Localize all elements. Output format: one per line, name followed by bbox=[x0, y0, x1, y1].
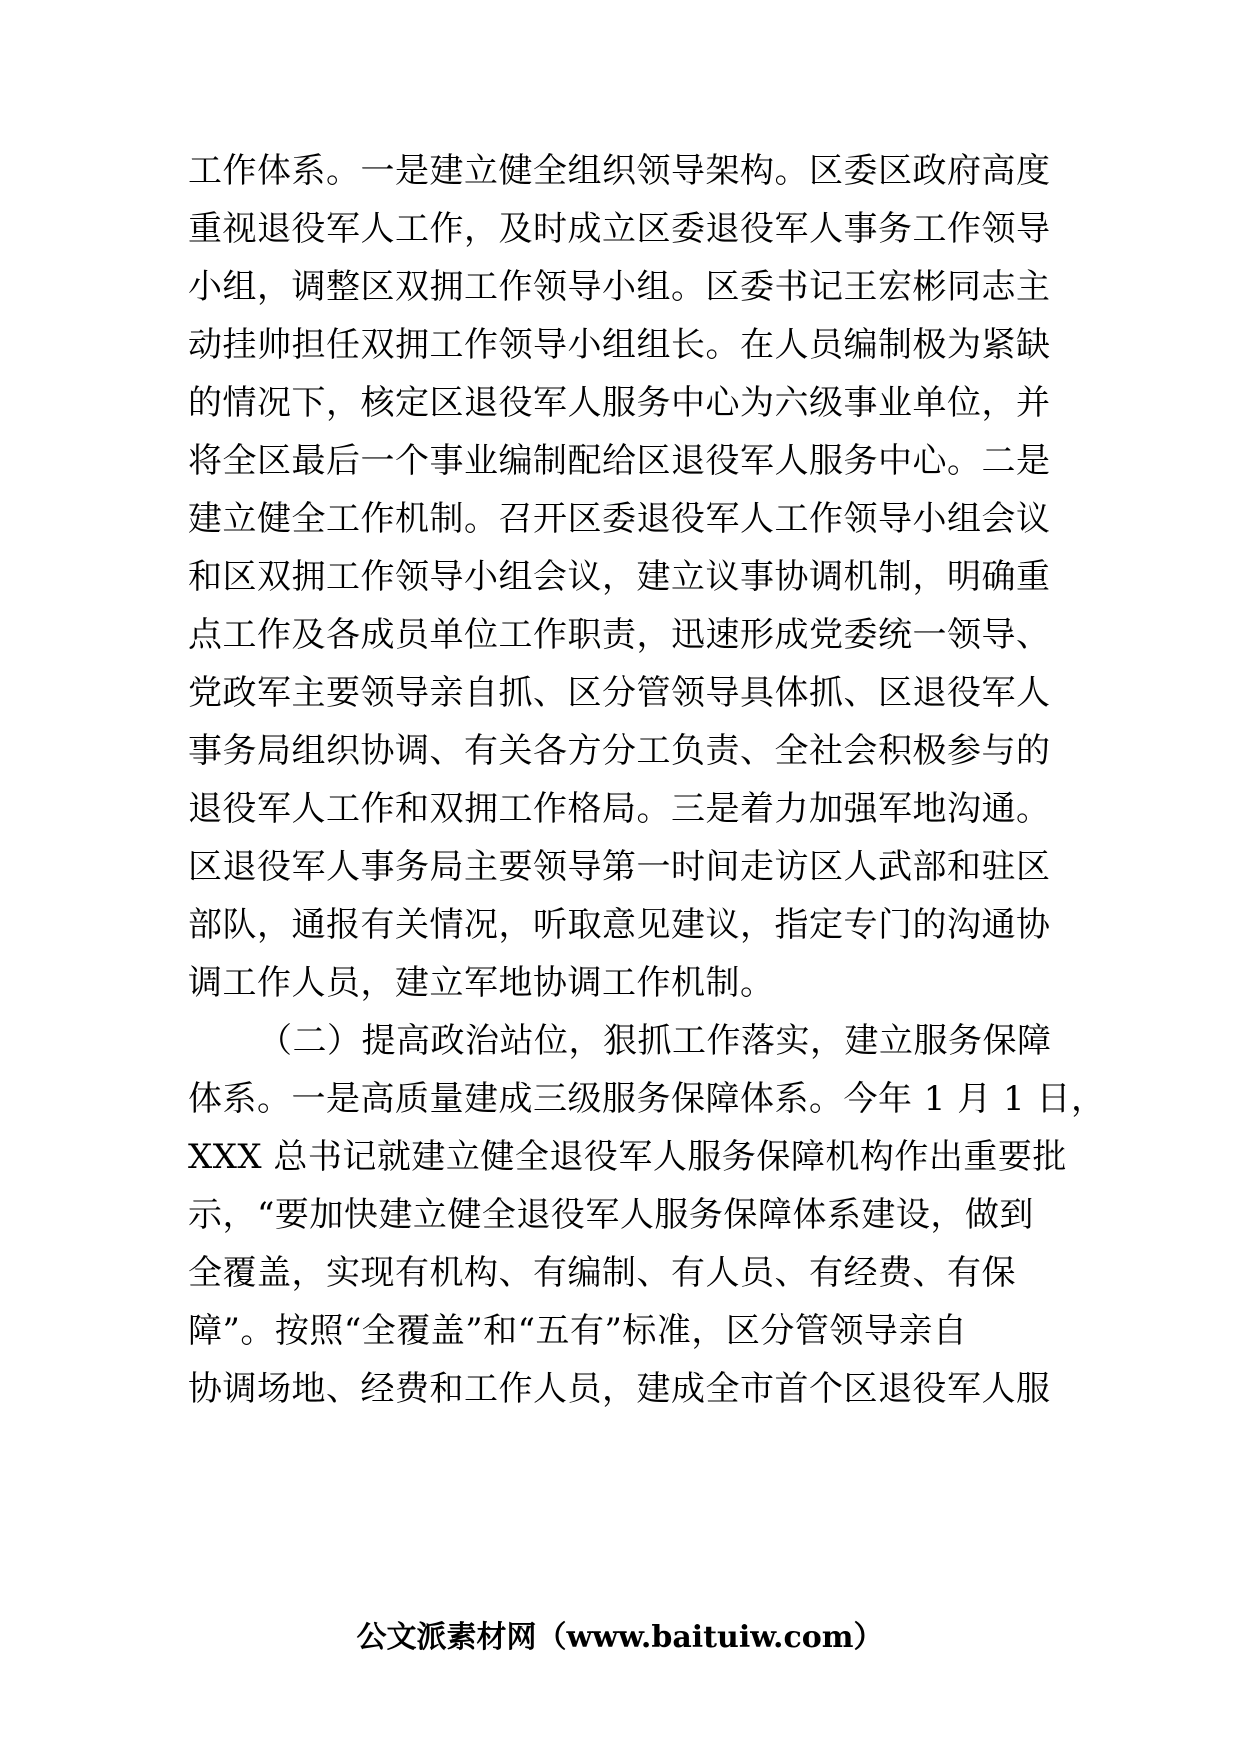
text-line: 部队，通报有关情况，听取意见建议，指定专门的沟通协 bbox=[188, 905, 1051, 945]
section-heading-line: （二）提高政治站位，狠抓工作落实，建立服务保障 bbox=[258, 1021, 1052, 1061]
text-line: 建立健全工作机制。召开区委退役军人工作领导小组会议 bbox=[188, 499, 1051, 539]
text-line: 点工作及各成员单位工作职责，迅速形成党委统一领导、 bbox=[188, 615, 1051, 655]
text-line: 区退役军人事务局主要领导第一时间走访区人武部和驻区 bbox=[188, 847, 1051, 887]
text-line: 动挂帅担任双拥工作领导小组组长。在人员编制极为紧缺 bbox=[188, 325, 1051, 365]
text-line: 和区双拥工作领导小组会议，建立议事协调机制，明确重 bbox=[188, 557, 1051, 597]
text-line: 小组，调整区双拥工作领导小组。区委书记王宏彬同志主 bbox=[188, 267, 1051, 307]
text-line: 协调场地、经费和工作人员，建成全市首个区退役军人服 bbox=[188, 1369, 1051, 1409]
page-footer-watermark: 公文派素材网（www.baituiw.com） bbox=[356, 1620, 884, 1655]
text-line: 全覆盖，实现有机构、有编制、有人员、有经费、有保 bbox=[188, 1253, 1016, 1293]
text-line: 党政军主要领导亲自抓、区分管领导具体抓、区退役军人 bbox=[188, 673, 1051, 713]
text-line: 重视退役军人工作，及时成立区委退役军人事务工作领导 bbox=[188, 209, 1051, 249]
text-line: 将全区最后一个事业编制配给区退役军人服务中心。二是 bbox=[188, 441, 1051, 481]
text-line: 工作体系。一是建立健全组织领导架构。区委区政府高度 bbox=[188, 151, 1051, 191]
text-line: 的情况下，核定区退役军人服务中心为六级事业单位，并 bbox=[188, 383, 1051, 423]
text-line: 退役军人工作和双拥工作格局。三是着力加强军地沟通。 bbox=[188, 789, 1051, 829]
text-line: 体系。一是高质量建成三级服务保障体系。今年 1 月 1 日， bbox=[188, 1079, 1106, 1119]
text-line: 事务局组织协调、有关各方分工负责、全社会积极参与的 bbox=[188, 731, 1051, 771]
text-line: 调工作人员，建立军地协调工作机制。 bbox=[188, 963, 775, 1003]
text-line: XXX 总书记就建立健全退役军人服务保障机构作出重要批 bbox=[188, 1137, 1067, 1177]
text-line: 障”。按照“全覆盖”和“五有”标准，区分管领导亲自 bbox=[188, 1311, 968, 1351]
text-line: 示，“要加快建立健全退役军人服务保障体系建设，做到 bbox=[188, 1195, 1034, 1235]
